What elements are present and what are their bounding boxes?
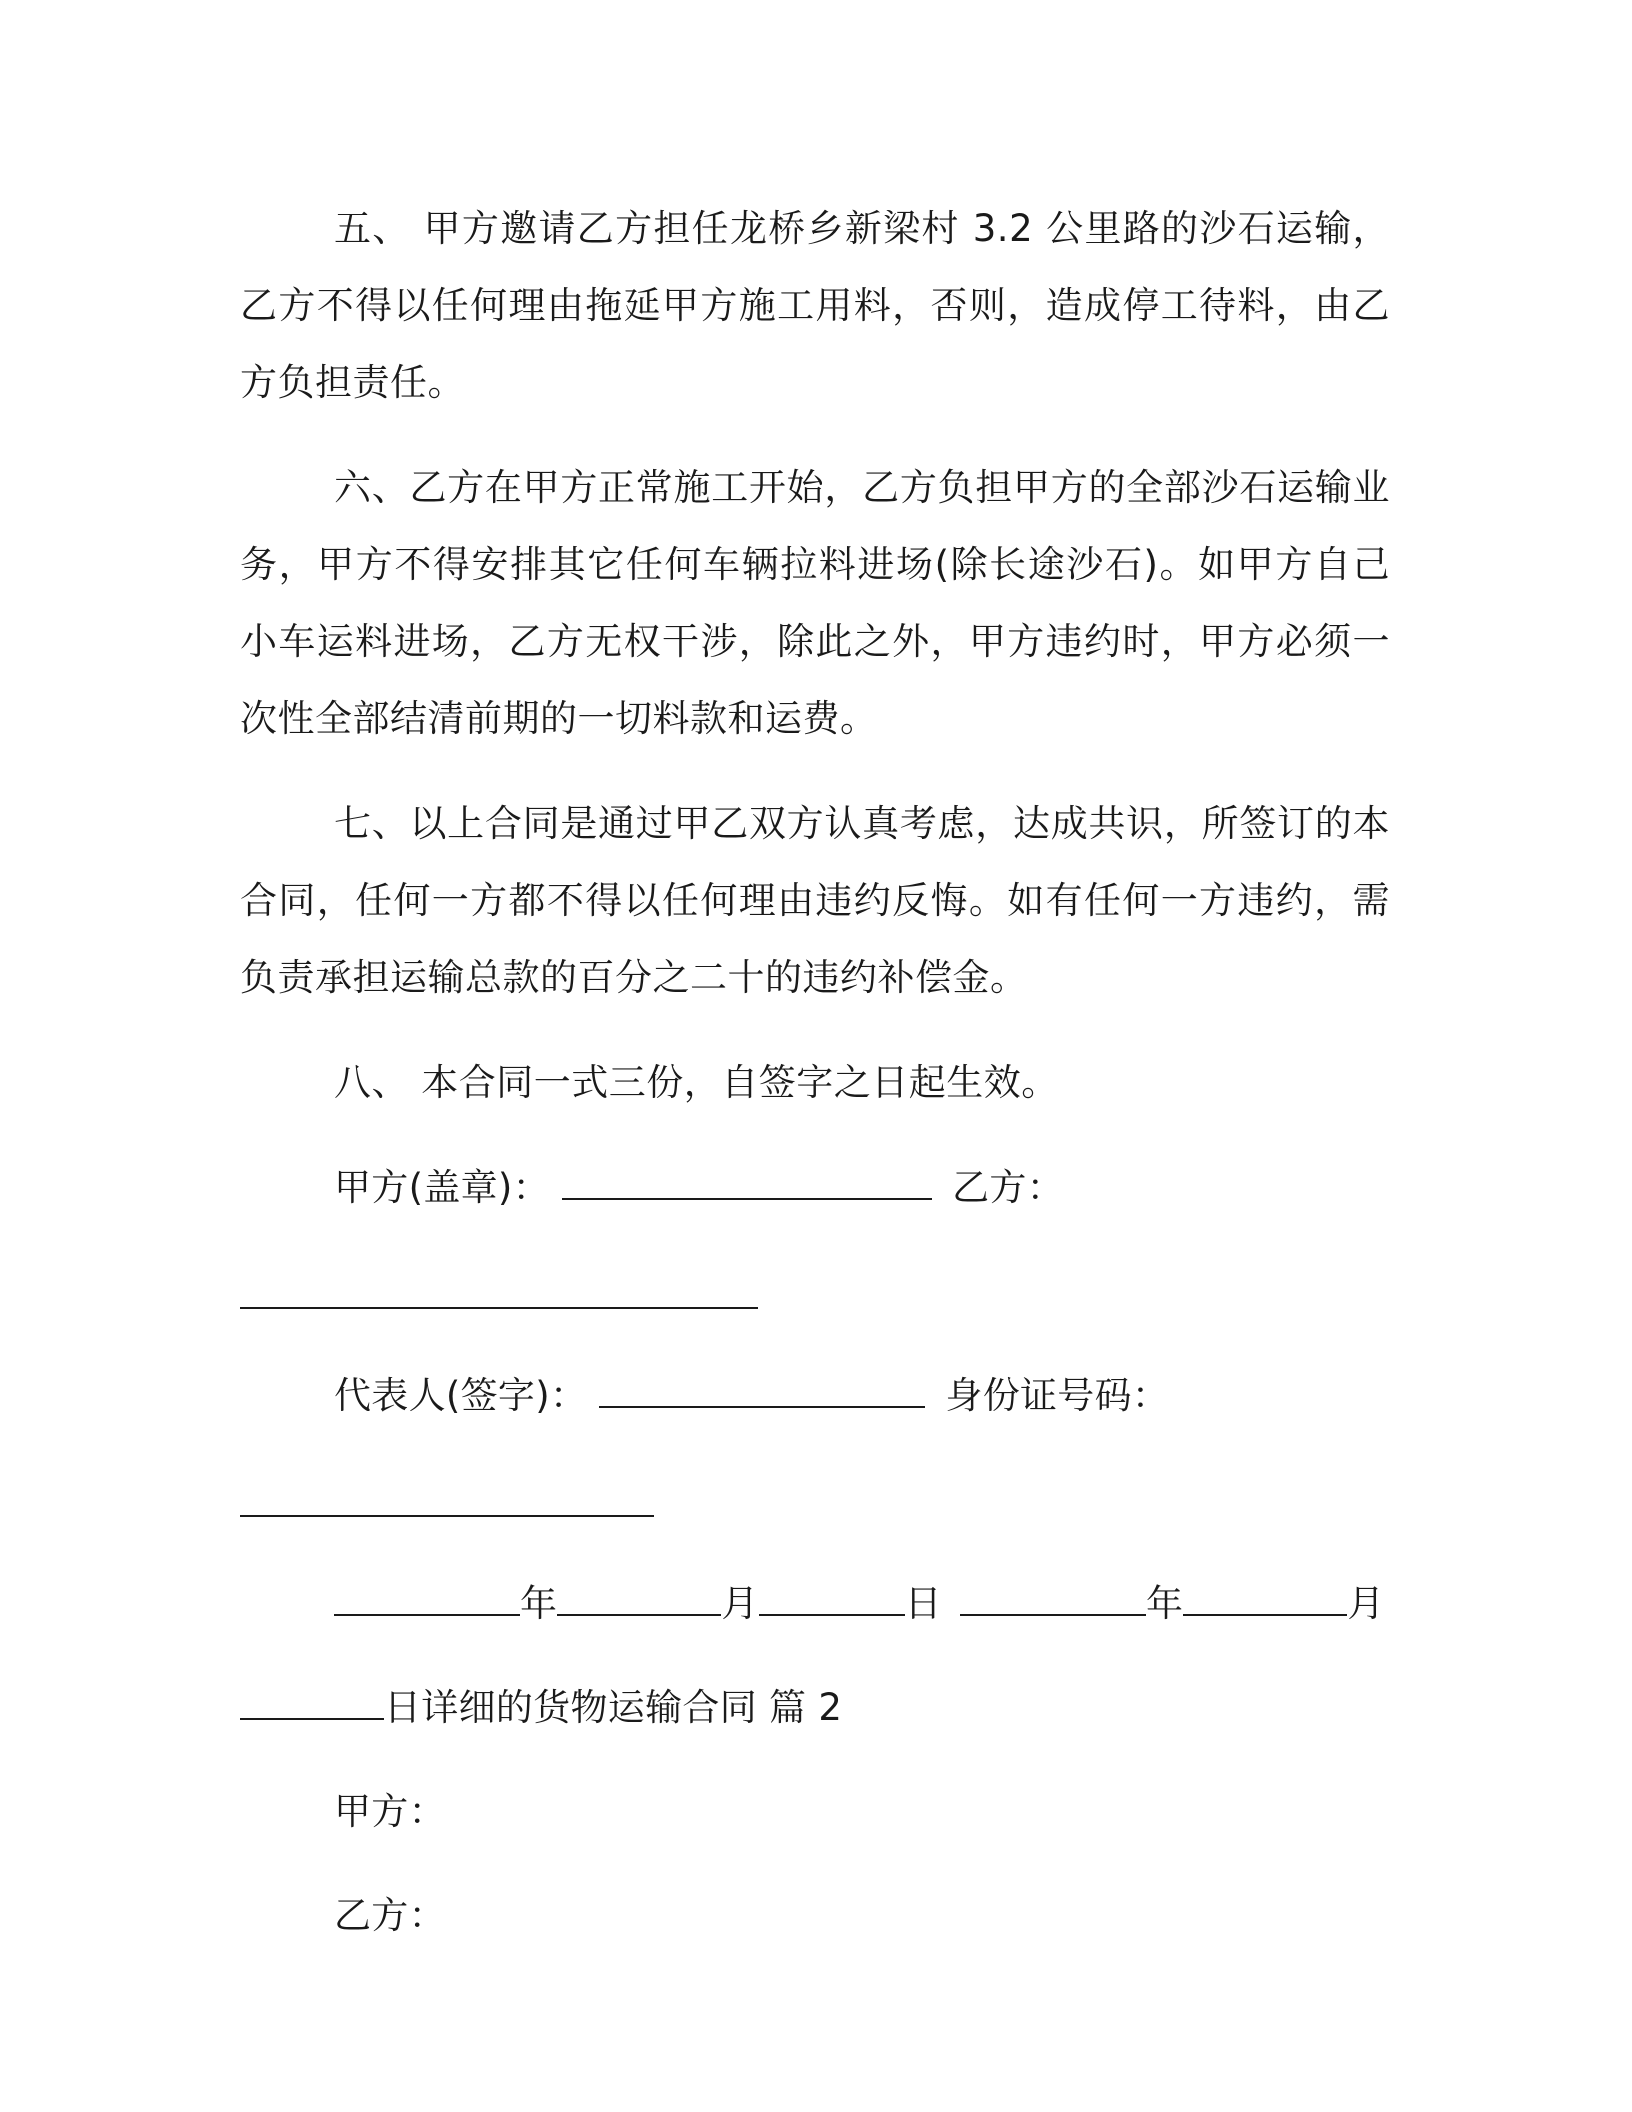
month-label-a: 月 — [721, 1582, 759, 1625]
section-heading: 日详细的货物运输合同 篇 2 — [384, 1686, 843, 1729]
party-a-seal-label: 甲方(盖章)： — [334, 1166, 550, 1209]
next-party-a: 甲方： — [334, 1790, 446, 1833]
date-row — [240, 1565, 1390, 1642]
date-row-continued — [240, 1669, 1390, 1746]
clause-eight: 八、 本合同一式三份，自签字之日起生效。 — [334, 1061, 1059, 1104]
id-number-label: 身份证号码： — [945, 1374, 1170, 1417]
month-blank-b — [1183, 1576, 1347, 1616]
year-label-b: 年 — [1146, 1582, 1184, 1625]
day-label-a: 日 — [904, 1582, 942, 1625]
party-signature-row — [240, 1149, 1390, 1226]
year-blank-a — [334, 1576, 520, 1616]
party-b-blank-row — [240, 1253, 1390, 1330]
id-number-blank — [240, 1461, 654, 1517]
document-body — [240, 190, 1390, 1981]
clause-six: 六、乙方在甲方正常施工开始，乙方负担甲方的全部沙石运输业务，甲方不得安排其它任何车辆拉料进场(除长途沙石)。如甲方自己小车运料进场，乙方无权干涉，除此之外，甲方违约时，甲方必须一次性全部结清前期的一切料款和运费。 — [240, 466, 1390, 740]
day-blank-a — [759, 1576, 905, 1616]
party-b-label: 乙方： — [952, 1166, 1065, 1209]
party-a-seal-blank — [562, 1160, 932, 1200]
next-party-b: 乙方： — [334, 1894, 446, 1937]
clause-seven: 七、以上合同是通过甲乙双方认真考虑，达成共识，所签订的本合同，任何一方都不得以任何理由违约反悔。如有任何一方违约，需负责承担运输总款的百分之二十的违约补偿金。 — [240, 802, 1390, 999]
year-blank-b — [960, 1576, 1146, 1616]
month-blank-a — [557, 1576, 721, 1616]
representative-blank — [599, 1368, 925, 1408]
representative-label: 代表人(签字)： — [334, 1374, 588, 1417]
year-label-a: 年 — [520, 1582, 558, 1625]
clause-five: 五、 甲方邀请乙方担任龙桥乡新梁村 3.2 公里路的沙石运输，乙方不得以任何理由拖延甲方施工用料，否则，造成停工待料，由乙方负担责任。 — [240, 207, 1390, 404]
representative-row — [240, 1357, 1390, 1434]
month-label-b: 月 — [1347, 1582, 1385, 1625]
day-blank-b — [240, 1680, 384, 1720]
party-b-blank — [240, 1253, 758, 1309]
id-number-blank-row — [240, 1461, 1390, 1538]
